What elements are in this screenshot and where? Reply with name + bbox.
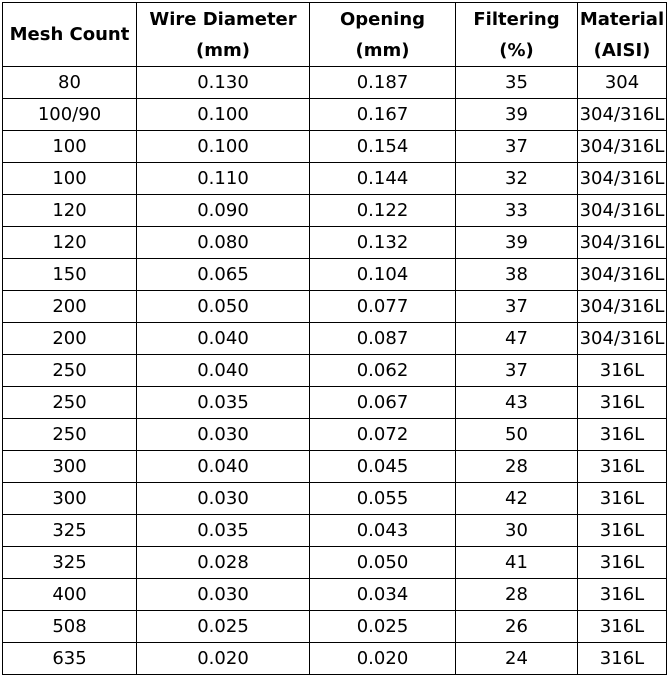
- table-row: [3, 67, 667, 99]
- header-unit: (%): [499, 39, 534, 61]
- cell-filtering: 37: [456, 131, 578, 163]
- cell-mesh-count: 250: [3, 419, 137, 451]
- table-row: [3, 99, 667, 131]
- cell-wire-diameter: 0.030: [137, 483, 310, 515]
- cell-filtering: 50: [456, 419, 578, 451]
- cell-wire-diameter: 0.110: [137, 163, 310, 195]
- cell-filtering: 28: [456, 579, 578, 611]
- table-row: [3, 355, 667, 387]
- cell-wire-diameter: 0.030: [137, 579, 310, 611]
- cell-mesh-count: 325: [3, 547, 137, 579]
- cell-mesh-count: 80: [3, 67, 137, 99]
- cell-opening: 0.020: [310, 643, 456, 675]
- cell-wire-diameter: 0.030: [137, 419, 310, 451]
- cell-material: 316L: [578, 483, 667, 515]
- cell-filtering: 39: [456, 227, 578, 259]
- table-header-row: [3, 3, 667, 67]
- header-unit: (mm): [355, 39, 410, 61]
- table-row: [3, 227, 667, 259]
- header-line: Opening: [339, 8, 426, 30]
- cell-mesh-count: 120: [3, 227, 137, 259]
- header-opening: [310, 3, 456, 67]
- cell-material: 316L: [578, 611, 667, 643]
- cell-material: 316L: [578, 355, 667, 387]
- header-line: Wire Diameter: [149, 8, 297, 30]
- cell-opening: 0.067: [310, 387, 456, 419]
- mesh-spec-table: [2, 2, 667, 675]
- table-row: [3, 451, 667, 483]
- cell-material: 304/316L: [578, 227, 667, 259]
- cell-wire-diameter: 0.035: [137, 515, 310, 547]
- cell-filtering: 30: [456, 515, 578, 547]
- cell-opening: 0.132: [310, 227, 456, 259]
- cell-filtering: 37: [456, 355, 578, 387]
- cell-mesh-count: 400: [3, 579, 137, 611]
- cell-wire-diameter: 0.040: [137, 355, 310, 387]
- cell-filtering: 42: [456, 483, 578, 515]
- header-wire-diameter: [137, 3, 310, 67]
- cell-filtering: 33: [456, 195, 578, 227]
- header-line: Mesh Count: [9, 24, 130, 45]
- cell-mesh-count: 250: [3, 387, 137, 419]
- table-row: [3, 259, 667, 291]
- cell-mesh-count: 120: [3, 195, 137, 227]
- cell-material: 304/316L: [578, 163, 667, 195]
- header-mesh-count: [3, 3, 137, 67]
- cell-filtering: 47: [456, 323, 578, 355]
- cell-filtering: 39: [456, 99, 578, 131]
- cell-wire-diameter: 0.040: [137, 323, 310, 355]
- cell-material: 304/316L: [578, 323, 667, 355]
- cell-mesh-count: 325: [3, 515, 137, 547]
- table-row: [3, 643, 667, 675]
- cell-opening: 0.034: [310, 579, 456, 611]
- table-row: [3, 131, 667, 163]
- cell-material: 304: [578, 67, 667, 99]
- cell-wire-diameter: 0.040: [137, 451, 310, 483]
- cell-filtering: 35: [456, 67, 578, 99]
- cell-opening: 0.043: [310, 515, 456, 547]
- cell-material: 316L: [578, 451, 667, 483]
- cell-mesh-count: 100: [3, 163, 137, 195]
- cell-material: 304/316L: [578, 195, 667, 227]
- cell-material: 304/316L: [578, 259, 667, 291]
- cell-opening: 0.122: [310, 195, 456, 227]
- cell-wire-diameter: 0.100: [137, 131, 310, 163]
- cell-wire-diameter: 0.025: [137, 611, 310, 643]
- header-filtering: [456, 3, 578, 67]
- table-row: [3, 419, 667, 451]
- cell-mesh-count: 250: [3, 355, 137, 387]
- header-unit: (AISI): [593, 39, 651, 61]
- header-line: Material: [579, 8, 665, 30]
- table-row: [3, 163, 667, 195]
- cell-wire-diameter: 0.090: [137, 195, 310, 227]
- cell-mesh-count: 200: [3, 323, 137, 355]
- cell-mesh-count: 635: [3, 643, 137, 675]
- cell-opening: 0.144: [310, 163, 456, 195]
- cell-mesh-count: 100: [3, 131, 137, 163]
- header-material: [578, 3, 667, 67]
- cell-material: 316L: [578, 387, 667, 419]
- cell-opening: 0.104: [310, 259, 456, 291]
- header-unit: (mm): [196, 39, 250, 61]
- table-row: [3, 547, 667, 579]
- cell-filtering: 24: [456, 643, 578, 675]
- cell-material: 316L: [578, 643, 667, 675]
- cell-filtering: 41: [456, 547, 578, 579]
- cell-mesh-count: 300: [3, 451, 137, 483]
- cell-wire-diameter: 0.020: [137, 643, 310, 675]
- cell-material: 316L: [578, 547, 667, 579]
- table-row: [3, 387, 667, 419]
- cell-mesh-count: 100/90: [3, 99, 137, 131]
- cell-filtering: 26: [456, 611, 578, 643]
- cell-opening: 0.087: [310, 323, 456, 355]
- cell-filtering: 28: [456, 451, 578, 483]
- cell-wire-diameter: 0.035: [137, 387, 310, 419]
- cell-opening: 0.072: [310, 419, 456, 451]
- table-row: [3, 483, 667, 515]
- cell-wire-diameter: 0.050: [137, 291, 310, 323]
- cell-wire-diameter: 0.028: [137, 547, 310, 579]
- table-row: [3, 579, 667, 611]
- cell-opening: 0.077: [310, 291, 456, 323]
- cell-wire-diameter: 0.065: [137, 259, 310, 291]
- cell-mesh-count: 150: [3, 259, 137, 291]
- cell-opening: 0.062: [310, 355, 456, 387]
- cell-opening: 0.187: [310, 67, 456, 99]
- cell-material: 304/316L: [578, 131, 667, 163]
- cell-opening: 0.154: [310, 131, 456, 163]
- table-row: [3, 323, 667, 355]
- cell-filtering: 38: [456, 259, 578, 291]
- header-line: Filtering: [473, 8, 560, 30]
- cell-opening: 0.055: [310, 483, 456, 515]
- table-row: [3, 515, 667, 547]
- cell-mesh-count: 508: [3, 611, 137, 643]
- table-row: [3, 195, 667, 227]
- cell-wire-diameter: 0.080: [137, 227, 310, 259]
- cell-filtering: 37: [456, 291, 578, 323]
- cell-filtering: 32: [456, 163, 578, 195]
- cell-mesh-count: 200: [3, 291, 137, 323]
- cell-mesh-count: 300: [3, 483, 137, 515]
- cell-material: 316L: [578, 419, 667, 451]
- table-row: [3, 291, 667, 323]
- cell-filtering: 43: [456, 387, 578, 419]
- cell-material: 316L: [578, 515, 667, 547]
- cell-opening: 0.045: [310, 451, 456, 483]
- cell-material: 316L: [578, 579, 667, 611]
- cell-wire-diameter: 0.100: [137, 99, 310, 131]
- cell-opening: 0.050: [310, 547, 456, 579]
- cell-wire-diameter: 0.130: [137, 67, 310, 99]
- cell-material: 304/316L: [578, 291, 667, 323]
- table-body: [3, 67, 667, 675]
- table-row: [3, 611, 667, 643]
- cell-opening: 0.025: [310, 611, 456, 643]
- cell-opening: 0.167: [310, 99, 456, 131]
- cell-material: 304/316L: [578, 99, 667, 131]
